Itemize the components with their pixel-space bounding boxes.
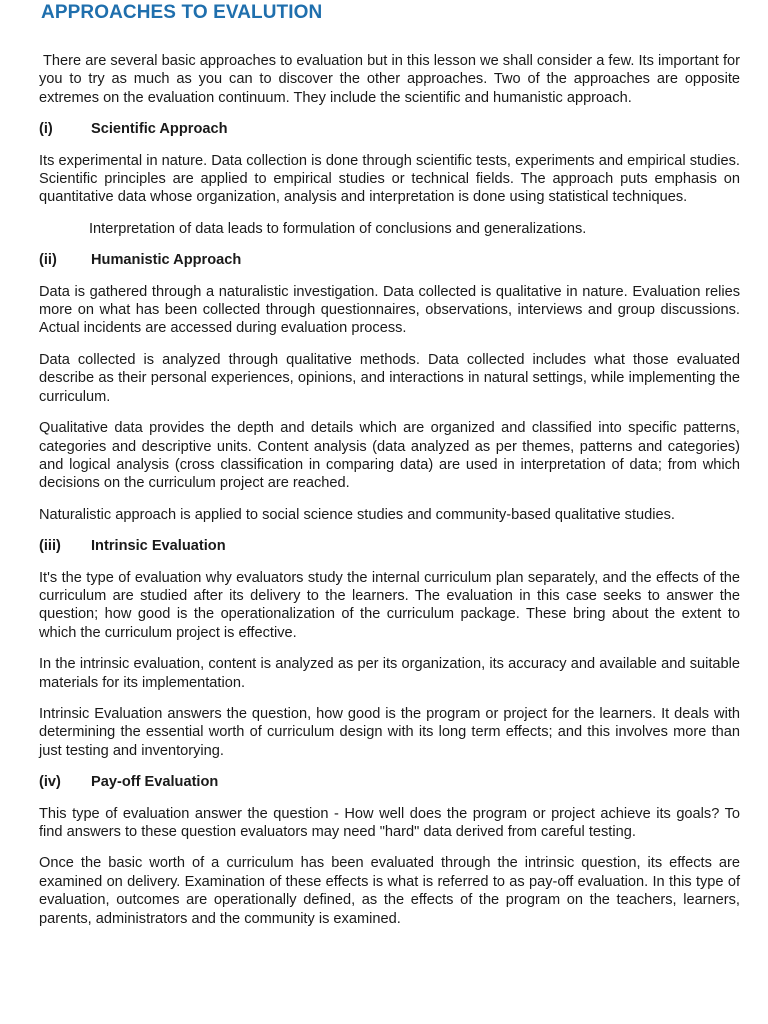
paragraph: Data collected is analyzed through qualitative methods. Data collected includes what those evaluated describe as their personal experiences, opinions, and interactions in natural settings, while implementing the curriculum. bbox=[39, 351, 740, 405]
section-number: (iv) bbox=[39, 774, 61, 791]
paragraph: Intrinsic Evaluation answers the question, how good is the program or project for the learners. It deals with determining the essential worth of curriculum design with its long term effects; and this involves more than just testing and inventorying. bbox=[39, 705, 740, 759]
section-heading-humanistic bbox=[39, 251, 740, 269]
section-title: Pay-off Evaluation bbox=[91, 774, 219, 791]
section-title: Scientific Approach bbox=[91, 121, 228, 138]
paragraph: This type of evaluation answer the question - How well does the program or project achieve its goals? To find answers to these question evaluators may need "hard" data derived from careful testing. bbox=[39, 805, 740, 840]
paragraph: Its experimental in nature. Data collection is done through scientific tests, experiments and empirical studies. Scientific principles are applied to empirical studies or technical fields. The approach puts emphasis on quantitative data whose organization, analysis and interpretation is done using statistical techniques. bbox=[39, 152, 740, 206]
paragraph: In the intrinsic evaluation, content is analyzed as per its organization, its accuracy and available and suitable materials for its implementation. bbox=[39, 656, 740, 691]
section-number: (ii) bbox=[39, 252, 57, 269]
intro-paragraph: There are several basic approaches to evaluation but in this lesson we shall consider a few. Its important for you to try as much as you can to discover the other approaches. Two of the approaches are opposite extremes on the evaluation continuum. They include the scientific and humanistic approach. bbox=[39, 53, 740, 106]
section-heading-payoff bbox=[39, 773, 740, 791]
paragraph: Qualitative data provides the depth and details which are organized and classified into specific patterns, categories and descriptive units. Content analysis (data analyzed as per themes, patterns and categories) and logical analysis (cross classification in comparing data) are used in interpretation of data; from which decisions on the curriculum project are reached. bbox=[39, 420, 740, 492]
section-title: Humanistic Approach bbox=[91, 252, 242, 269]
paragraph: Naturalistic approach is applied to social science studies and community-based qualitative studies. bbox=[39, 506, 675, 523]
section-number: (i) bbox=[39, 121, 53, 138]
paragraph: Interpretation of data leads to formulation of conclusions and generalizations. bbox=[89, 220, 587, 237]
section-title: Intrinsic Evaluation bbox=[91, 538, 226, 555]
paragraph: Once the basic worth of a curriculum has been evaluated through the intrinsic question, its effects are examined on delivery. Examination of these effects is what is referred to as pay-off evaluation. In this type of evaluation, outcomes are operationally defined, as the effects of the program on the teachers, learners, parents, administrators and the community is examined. bbox=[39, 855, 740, 927]
section-heading-scientific bbox=[39, 120, 740, 138]
page-title: APPROACHES TO EVALUTION bbox=[41, 2, 323, 23]
document-body bbox=[39, 52, 740, 941]
section-heading-intrinsic bbox=[39, 537, 740, 555]
paragraph: It's the type of evaluation why evaluators study the internal curriculum plan separately, and the effects of the curriculum are studied after its delivery to the learners. The evaluation in this case seeks to answer the question; how good is the operationalization of the curriculum package. These bring about the extent to which the curriculum project is effective. bbox=[39, 569, 740, 641]
paragraph: Data is gathered through a naturalistic investigation. Data collected is qualitative in nature. Evaluation relies more on what has been collected through questionnaires, observations, interviews and group discussions. Actual incidents are accessed during evaluation process. bbox=[39, 283, 740, 337]
section-number: (iii) bbox=[39, 538, 61, 555]
